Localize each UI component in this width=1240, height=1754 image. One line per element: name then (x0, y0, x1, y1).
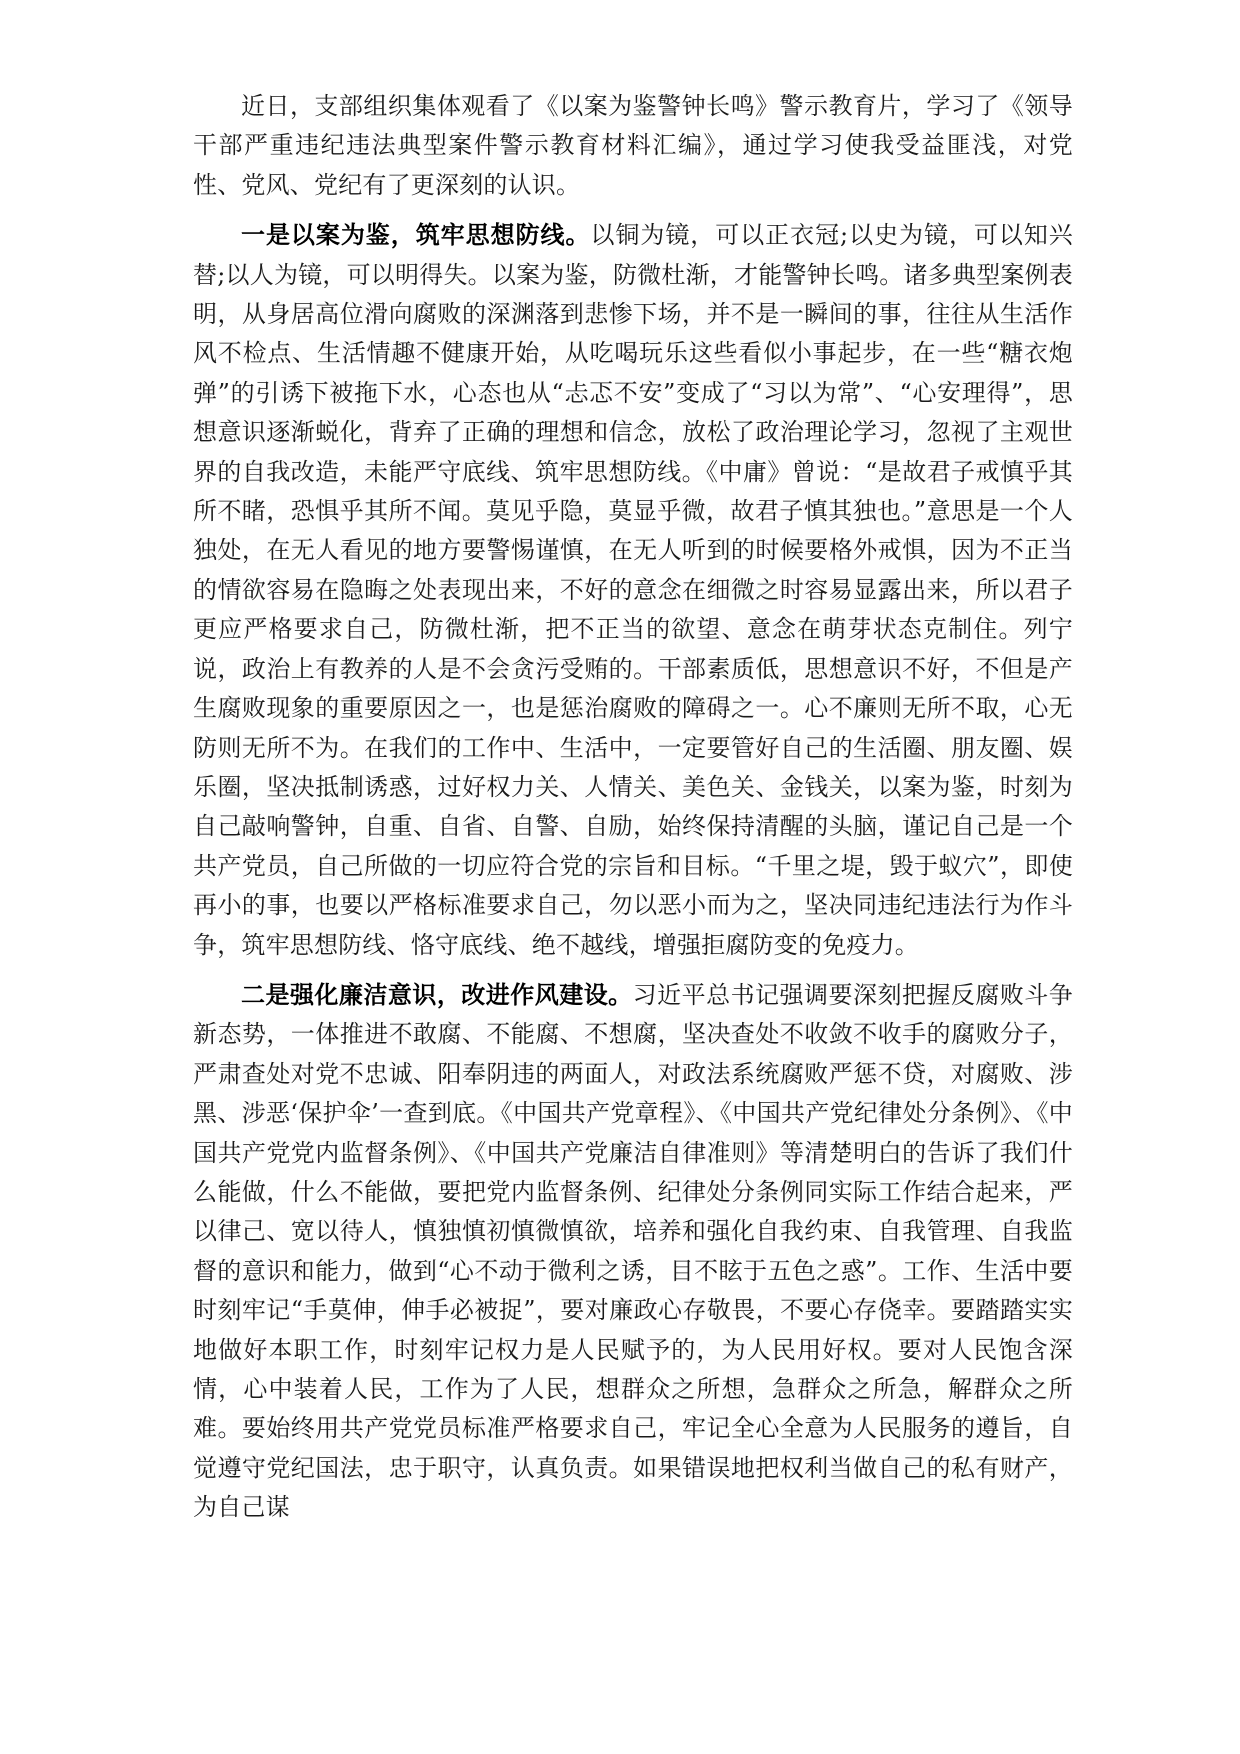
paragraph-point-two-heading: 二是强化廉洁意识，改进作风建设。 (241, 979, 633, 1009)
paragraph-point-one (193, 215, 1073, 965)
paragraph-point-one-text: 以铜为镜，可以正衣冠;以史为镜，可以知兴替;以人为镜，可以明得失。以案为鉴，防微杜渐，才能警钟长鸣。诸多典型案例表明，从身居高位滑向腐败的深渊落到悲惨下场，并不是一瞬间的事，往往从生活作风不检点、生活情趣不健康开始，从吃喝玩乐这些看似小事起步，在一些“糖衣炮弹”的引诱下被拖下水，心态也从“忐忑不安”变成了“习以为常”、“心安理得”，思想意识逐渐蜕化，背弃了正确的理想和信念，放松了政治理论学习，忽视了主观世界的自我改造，未能严守底线、筑牢思想防线。《中庸》曾说：“是故君子戒慎乎其所不睹，恐惧乎其所不闻。莫见乎隐，莫显乎微，故君子慎其独也。”意思是一个人独处，在无人看见的地方要警惕谨慎，在无人听到的时候要格外戒惧，因为不正当的情欲容易在隐晦之处表现出来，不好的意念在细微之时容易显露出来，所以君子更应严格要求自己，防微杜渐，把不正当的欲望、意念在萌芽状态克制住。列宁说，政治上有教养的人是不会贪污受贿的。干部素质低，思想意识不好，不但是产生腐败现象的重要原因之一，也是惩治腐败的障碍之一。心不廉则无所不取，心无防则无所不为。在我们的工作中、生活中，一定要管好自己的生活圈、朋友圈、娱乐圈，坚决抵制诱惑，过好权力关、人情关、美色关、金钱关，以案为鉴，时刻为自己敲响警钟，自重、自省、自警、自励，始终保持清醒的头脑，谨记自己是一个共产党员，自己所做的一切应符合党的宗旨和目标。“千里之堤，毁于蚁穴”，即使再小的事，也要以严格标准要求自己，勿以恶小而为之，坚决同违纪违法行为作斗争，筑牢思想防线、恪守底线、绝不越线，增强拒腐防变的免疫力。 (193, 221, 1073, 959)
paragraph-intro-text: 近日，支部组织集体观看了《以案为鉴警钟长鸣》警示教育片，学习了《领导干部严重违纪违法典型案件警示教育材料汇编》，通过学习使我受益匪浅，对党性、党风、党纪有了更深刻的认识。 (193, 92, 1073, 199)
paragraph-point-one-heading: 一是以案为鉴，筑牢思想防线。 (241, 220, 591, 250)
document-page (193, 86, 1073, 1538)
paragraph-point-two (193, 975, 1073, 1528)
paragraph-intro (193, 86, 1073, 205)
paragraph-point-two-text: 习近平总书记强调要深刻把握反腐败斗争新态势，一体推进不敢腐、不能腐、不想腐，坚决查处不收敛不收手的腐败分子，严肃查处对党不忠诚、阳奉阴违的两面人，对政法系统腐败严惩不贷，对腐败、涉黑、涉恶‘保护伞’一查到底。《中国共产党章程》、《中国共产党纪律处分条例》、《中国共产党党内监督条例》、《中国共产党廉洁自律准则》等清楚明白的告诉了我们什么能做，什么不能做，要把党内监督条例、纪律处分条例同实际工作结合起来，严以律己、宽以待人，慎独慎初慎微慎欲，培养和强化自我约束、自我管理、自我监督的意识和能力，做到“心不动于微利之诱，目不眩于五色之惑”。工作、生活中要时刻牢记“手莫伸，伸手必被捉”，要对廉政心存敬畏，不要心存侥幸。要踏踏实实地做好本职工作，时刻牢记权力是人民赋予的，为人民用好权。要对人民饱含深情，心中装着人民，工作为了人民，想群众之所想，急群众之所急，解群众之所难。要始终用共产党党员标准严格要求自己，牢记全心全意为人民服务的遵旨，自觉遵守党纪国法，忠于职守，认真负责。如果错误地把权利当做自己的私有财产，为自己谋 (193, 980, 1073, 1522)
